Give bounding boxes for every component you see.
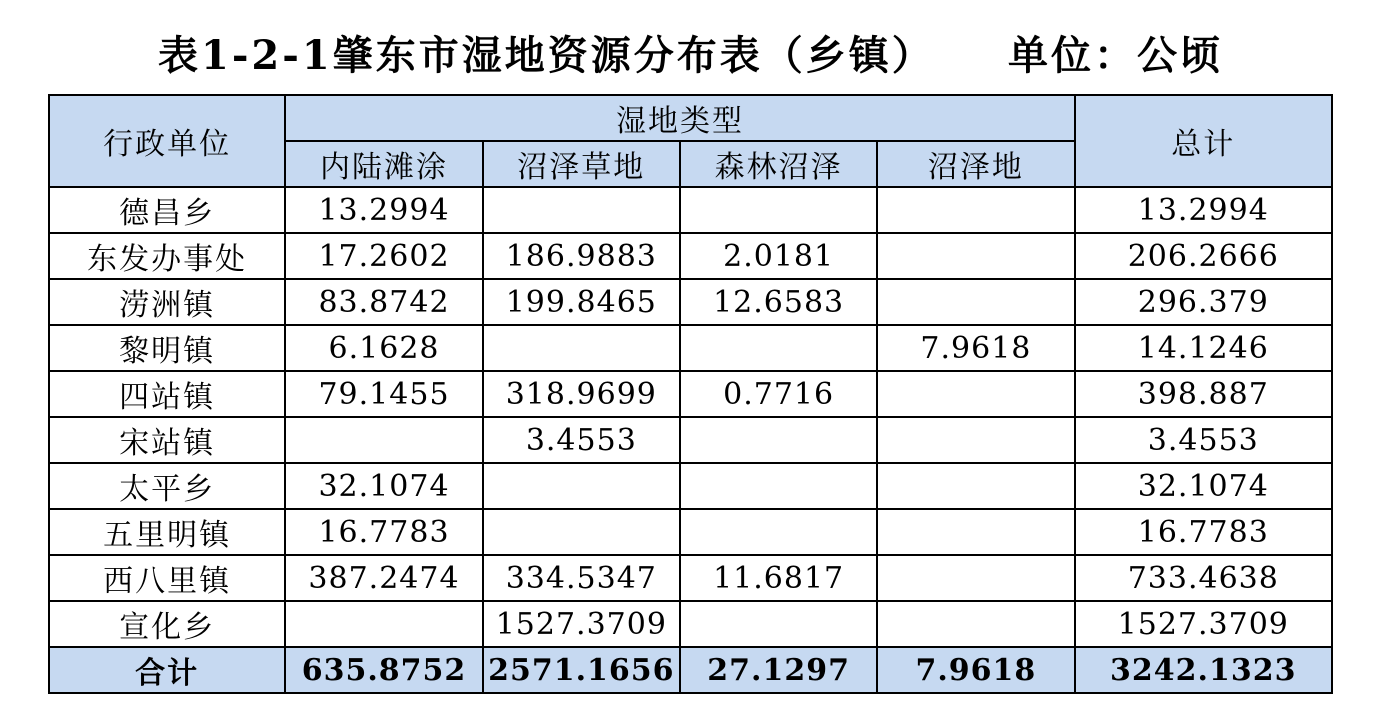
header-type: 沼泽草地 <box>483 141 680 187</box>
row-unit-name: 太平乡 <box>49 463 285 509</box>
table-row <box>49 371 1332 417</box>
value-cell <box>680 601 877 647</box>
row-total-cell: 206.2666 <box>1075 233 1332 279</box>
table-row <box>49 279 1332 325</box>
value-cell <box>483 509 680 555</box>
table-row <box>49 509 1332 555</box>
row-total-cell: 296.379 <box>1075 279 1332 325</box>
value-cell <box>483 325 680 371</box>
row-unit-name: 黎明镇 <box>49 325 285 371</box>
table-row <box>49 555 1332 601</box>
unit-label: 单位：公顷 <box>1008 32 1223 79</box>
value-cell <box>285 417 482 463</box>
table-title: 表1-2-1肇东市湿地资源分布表（乡镇） <box>158 32 935 79</box>
row-total-cell: 733.4638 <box>1075 555 1332 601</box>
row-total-cell: 13.2994 <box>1075 187 1332 233</box>
total-cell: 2571.1656 <box>483 647 680 693</box>
value-cell: 199.8465 <box>483 279 680 325</box>
row-total-cell: 398.887 <box>1075 371 1332 417</box>
value-cell <box>285 601 482 647</box>
table-row <box>49 601 1332 647</box>
row-unit-name: 四站镇 <box>49 371 285 417</box>
value-cell <box>680 187 877 233</box>
grand-total-cell: 3242.1323 <box>1075 647 1332 693</box>
row-total-cell: 16.7783 <box>1075 509 1332 555</box>
value-cell: 318.9699 <box>483 371 680 417</box>
header-type: 森林沼泽 <box>680 141 877 187</box>
value-cell: 13.2994 <box>285 187 482 233</box>
value-cell <box>877 417 1074 463</box>
value-cell: 6.1628 <box>285 325 482 371</box>
value-cell: 12.6583 <box>680 279 877 325</box>
table-row <box>49 233 1332 279</box>
value-cell <box>877 555 1074 601</box>
total-cell: 635.8752 <box>285 647 482 693</box>
row-total-cell: 14.1246 <box>1075 325 1332 371</box>
value-cell: 79.1455 <box>285 371 482 417</box>
value-cell <box>877 601 1074 647</box>
value-cell <box>680 417 877 463</box>
total-cell: 27.1297 <box>680 647 877 693</box>
table-row <box>49 463 1332 509</box>
document-title <box>0 28 1385 84</box>
value-cell: 17.2602 <box>285 233 482 279</box>
header-type: 内陆滩涂 <box>285 141 482 187</box>
value-cell <box>877 509 1074 555</box>
value-cell: 7.9618 <box>877 325 1074 371</box>
value-cell: 16.7783 <box>285 509 482 555</box>
value-cell <box>877 187 1074 233</box>
header-type: 沼泽地 <box>877 141 1074 187</box>
row-unit-name: 宋站镇 <box>49 417 285 463</box>
total-row <box>49 647 1332 693</box>
header-total: 总计 <box>1075 95 1332 187</box>
value-cell <box>877 233 1074 279</box>
row-unit-name: 涝洲镇 <box>49 279 285 325</box>
value-cell: 3.4553 <box>483 417 680 463</box>
value-cell: 83.8742 <box>285 279 482 325</box>
value-cell <box>680 325 877 371</box>
value-cell <box>877 279 1074 325</box>
value-cell: 387.2474 <box>285 555 482 601</box>
row-unit-name: 东发办事处 <box>49 233 285 279</box>
value-cell: 1527.3709 <box>483 601 680 647</box>
value-cell <box>877 463 1074 509</box>
value-cell <box>680 509 877 555</box>
table-row <box>49 417 1332 463</box>
row-unit-name: 德昌乡 <box>49 187 285 233</box>
table-body <box>49 187 1332 647</box>
row-total-cell: 3.4553 <box>1075 417 1332 463</box>
row-total-cell: 1527.3709 <box>1075 601 1332 647</box>
row-unit-name: 五里明镇 <box>49 509 285 555</box>
value-cell <box>483 463 680 509</box>
value-cell: 334.5347 <box>483 555 680 601</box>
value-cell: 0.7716 <box>680 371 877 417</box>
row-unit-name: 西八里镇 <box>49 555 285 601</box>
total-row-label: 合计 <box>49 647 285 693</box>
table-row <box>49 325 1332 371</box>
value-cell: 186.9883 <box>483 233 680 279</box>
header-unit: 行政单位 <box>49 95 285 187</box>
value-cell <box>483 187 680 233</box>
value-cell: 11.6817 <box>680 555 877 601</box>
row-total-cell: 32.1074 <box>1075 463 1332 509</box>
table-row <box>49 187 1332 233</box>
header-wetland-type: 湿地类型 <box>285 95 1074 141</box>
value-cell <box>877 371 1074 417</box>
value-cell <box>680 463 877 509</box>
value-cell: 32.1074 <box>285 463 482 509</box>
row-unit-name: 宣化乡 <box>49 601 285 647</box>
value-cell: 2.0181 <box>680 233 877 279</box>
wetland-table <box>48 94 1333 694</box>
total-cell: 7.9618 <box>877 647 1074 693</box>
